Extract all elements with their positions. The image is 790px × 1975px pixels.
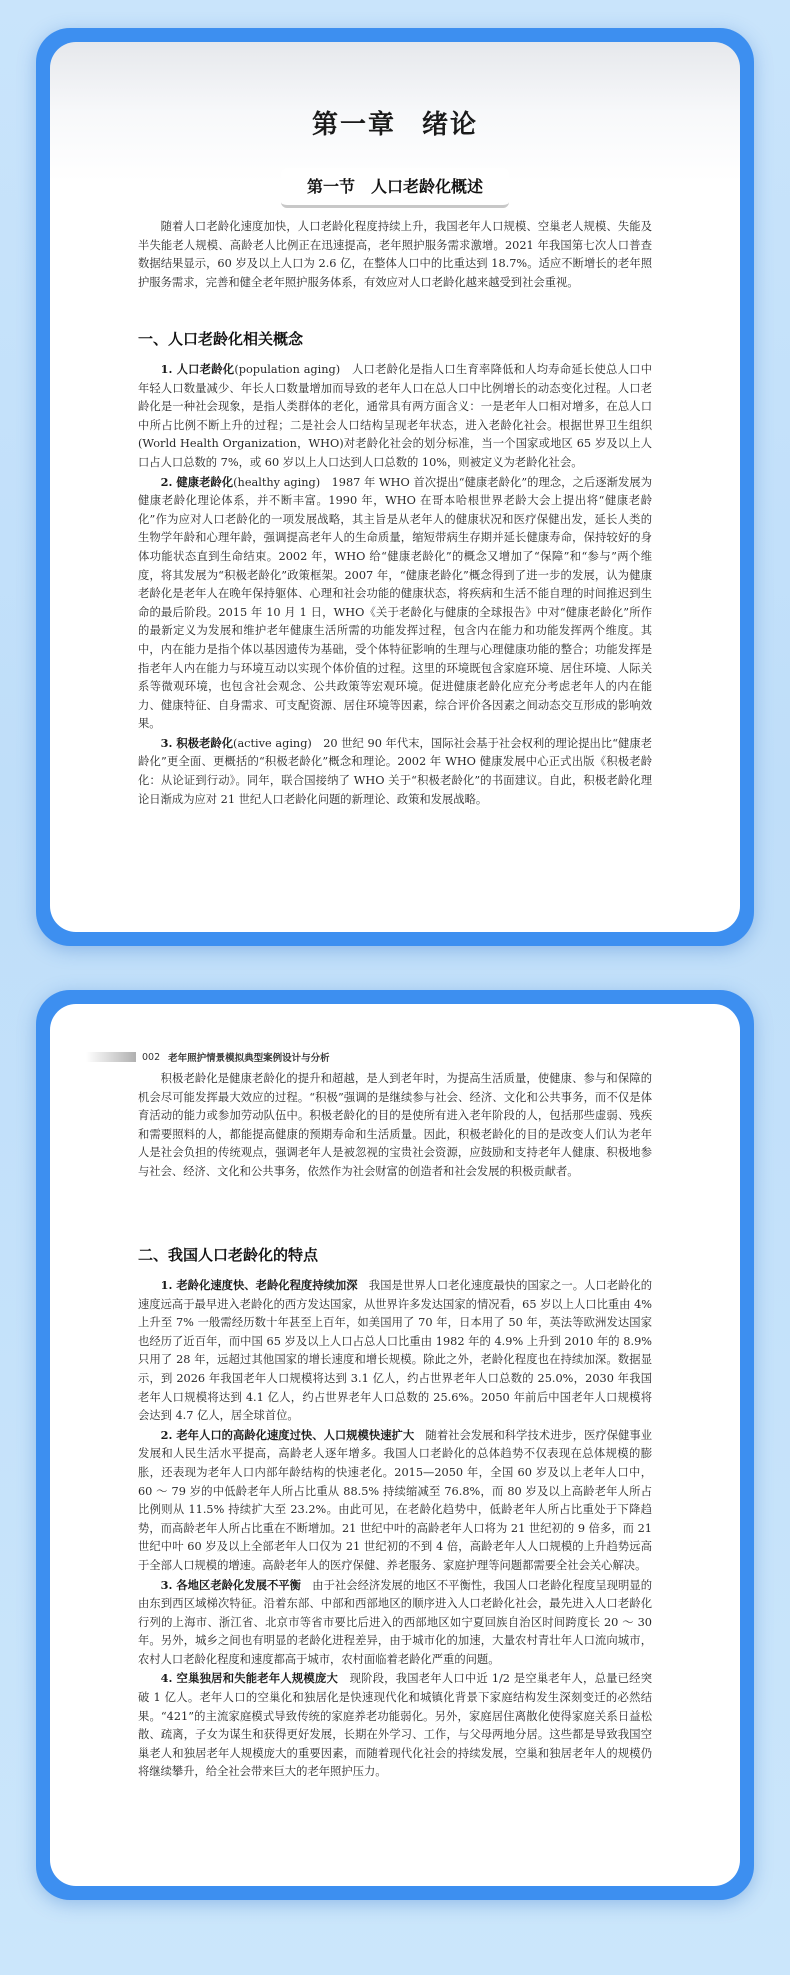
- book-page-1: [50, 42, 740, 932]
- page-frame-2: [36, 990, 754, 1900]
- concept-active-aging: 3. 积极老龄化(active aging) 20 世纪 90 年代末，国际社会基于社会权利的理论提出比“健康老龄化”更全面、更概括的“积极老龄化”概念和理论。2002 年 WHO 健康发展中心正式出版《积极老龄化：从论证到行动》。同年，联合国接纳了 WHO 关于“积极老龄化”的书面建议。自此，积极老龄化理论日渐成为应对 21 世纪人口老龄化问题的新理论、政策和发展战略。: [138, 735, 652, 806]
- concept-population-aging: 1. 人口老龄化(population aging) 人口老龄化是指人口生育率降低和人均寿命延长使总人口中年轻人口数量减少、年长人口数量增加而导致的老年人口在总人口中比例增长的动态变化过程。人口老龄化是一种社会现象，是指人类群体的老化，通常具有两方面含义：一是老年人口相对增多，在总人口中所占比例不断上升的过程；二是社会人口结构呈现老年状态，进入老龄化社会。根据世界卫生组织(World Health Organization，WHO)对老龄化社会的划分标准，当一个国家或地区 65 岁及以上人口占人口总数的 7%，或 60 岁以上人口达到人口总数的 10%，则被定义为老龄化社会。: [138, 362, 652, 469]
- running-header: [86, 1050, 330, 1064]
- heading-related-concepts: 一、人口老龄化相关概念: [138, 330, 304, 348]
- heading-block-1: [138, 328, 652, 349]
- book-page-2: [50, 1004, 740, 1886]
- term-healthy-aging: 2. 健康老龄化: [160, 474, 234, 489]
- chapter-number: 第一章: [311, 110, 396, 140]
- section-title: 第一节 人口老龄化概述: [281, 168, 509, 208]
- term-active-aging: 3. 积极老龄化: [160, 735, 234, 750]
- concepts-block: [138, 360, 652, 809]
- heading-characteristics: 二、我国人口老龄化的特点: [138, 1246, 319, 1264]
- term-population-aging: 1. 人口老龄化: [160, 362, 235, 376]
- heading-block-2: [138, 1244, 652, 1265]
- continuation-paragraph: 积极老龄化是健康老龄化的提升和超越，是人到老年时，为提高生活质量，使健康、参与和保障的机会尽可能发挥最大效应的过程。“积极”强调的是继续参与社会、经济、文化和公共事务，而不仅是体育活动的能力或参加劳动队伍中。积极老龄化的目的是使所有进入老年阶段的人，包括那些虚弱、残疾和需要照料的人，都能提高健康的预期寿命和生活质量。因此，积极老龄化的目的是改变人们认为老年人是社会负担的传统观点，强调老年人是被忽视的宝贵社会资源，应鼓励和支持老年人健康、积极地参与社会、经济、文化和公共事务，依然作为社会财富的创造者和社会发展的积极贡献者。: [138, 1072, 652, 1178]
- intro-paragraph: 随着人口老龄化速度加快，人口老龄化程度持续上升，我国老年人口规模、空巢老人规模、失能及半失能老人规模、高龄老人比例正在迅速提高，老年照护服务需求激增。2021 年我国第七次人口普查数据结果显示，60 岁及以上人口为 2.6 亿，在整体人口中的比重达到 18.7%。适应不断增长的老年照护服务需求，完善和健全老年照护服务体系，有效应对人口老龄化越来越受到社会重视。: [138, 220, 652, 289]
- book-title: 老年照护情景模拟典型案例设计与分析: [168, 1053, 330, 1064]
- continuation-block: [138, 1070, 652, 1182]
- chapter-name: 绪论: [422, 110, 479, 140]
- chapter-title: [50, 104, 740, 141]
- feature-regional-imbalance: 3. 各地区老龄化发展不平衡 由于社会经济发展的地区不平衡性，我国人口老龄化程度呈现明显的由东到西区域梯次特征。沿着东部、中部和西部地区的顺序进入人口老龄化社会，最先进入人口老龄化行列的上海市、浙江省、北京市等省市要比后进入的西部地区如宁夏回族自治区时间跨度长 20 ～ 30 年。另外，城乡之间也有明显的老龄化进程差异，由于城市化的加速，大量农村青壮年人口流向城市，农村人口老龄化程度和速度都高于城市，农村面临着老龄化严重的问题。: [138, 1577, 652, 1666]
- feature-empty-nest: 4. 空巢独居和失能老年人规模庞大 现阶段，我国老年人口中近 1/2 是空巢老年人，总量已经突破 1 亿人。老年人口的空巢化和独居化是快速现代化和城镇化背景下家庭结构发生深刻变迁的必然结果。“421”的主流家庭模式导致传统的家庭养老功能弱化。另外，家庭居住离散化使得家庭关系日益松散、疏离，子女为谋生和获得更好发展，长期在外学习、工作，与父母两地分居。这些都是导致我国空巢老人和独居老年人规模庞大的重要因素，而随着现代化社会的持续发展，空巢和独居老年人的规模仍将继续攀升，给全社会带来巨大的老年照护压力。: [138, 1671, 652, 1779]
- feature-advanced-age: 2. 老年人口的高龄化速度过快、人口规模快速扩大 随着社会发展和科学技术进步，医疗保健事业发展和人民生活水平提高，高龄老人逐年增多。我国人口老龄化的总体趋势不仅表现在总体规模的膨胀，还表现为老年人口内部年龄结构的快速老化。2015—2050 年，全国 60 岁及以上老年人口中，60 ～ 79 岁的中低龄老年人所占比重从 88.5% 持续缩减至 76.8%，而 80 岁及以上高龄老年人所占比例则从 11.5% 持续扩大至 23.2%。由此可见，在老龄化趋势中，低龄老年人所占比重处于下降趋势，而高龄老年人所占比重在不断增加。21 世纪中叶的高龄老年人口将为 21 世纪初的 9 倍多，而 21 世纪中叶 60 岁及以上全部老年人口仅为 21 世纪初的不到 4 倍，高龄老年人人口规模的上升趋势远高于全部人口规模的增速。高龄老年人的医疗保健、养老服务、家庭护理等问题都需要全社会关心解决。: [138, 1427, 652, 1572]
- concept-healthy-aging: 2. 健康老龄化(healthy aging) 1987 年 WHO 首次提出“健康老龄化”的理念，之后逐渐发展为健康老龄化理论体系，并不断丰富。1990 年，WHO 在哥本哈根世界老龄大会上提出将“健康老龄化”作为应对人口老龄化的一项发展战略，其主旨是从老年人的健康状况和医疗保健出发，延长人类的生物学年龄和心理年龄，强调提高老年人的生命质量，缩短带病生存期并延长健康寿命，保持较好的身体功能状态直到生命结束。2002 年，WHO 给“健康老龄化”的概念又增加了“保障”和“参与”两个维度，将其发展为“积极老龄化”政策框架。2007 年，“健康老龄化”概念得到了进一步的发展，认为健康老龄化是老年人在晚年保持躯体、心理和社会功能的健康状态，将疾病和生活不能自理的时间推迟到生命的最后阶段。2015 年 10 月 1 日，WHO《关于老龄化与健康的全球报告》中对“健康老龄化”所作的最新定义为发展和维护老年健康生活所需的功能发挥过程，包含内在能力和功能发挥两个维度。其中，内在能力是指个体以基因遗传为基础，受个体特征影响的生理与心理健康功能的整合；功能发挥是指老年人内在能力与环境互动以实现个体价值的过程。这里的环境既包含家庭环境、居住环境、人际关系等微观环境，也包含社会观念、公共政策等宏观环境。促进健康老龄化应充分考虑老年人的内在能力、健康特征、自身需求、可支配资源、居住环境等因素，综合评价各因素之间动态交互形成的影响效果。: [138, 474, 652, 731]
- page-frame-1: [36, 28, 754, 946]
- header-decoration: [86, 1052, 136, 1062]
- features-block: [138, 1276, 652, 1782]
- feature-fast-aging: 1. 老龄化速度快、老龄化程度持续加深 我国是世界人口老化速度最快的国家之一。人口老龄化的速度远高于最早进入老龄化的西方发达国家，从世界许多发达国家的情况看，65 岁以上人口比重由 4% 上升至 7% 一般需经历数十年甚至上百年，如美国用了 70 年，日本用了 50 年，英法等欧洲发达国家也经历了近百年，而中国 65 岁及以上人口占总人口比重由 1982 年的 4.9% 上升到 2010 年的 8.9% 只用了 28 年，远超过其他国家的增长速度和增长规模。除此之外，老龄化程度也在持续加深。数据显示，到 2026 年我国老年人口规模将达到 3.1 亿人，约占世界老年人口总数的 25.0%，2030 年我国老年人口规模将达到 4.1 亿人，约占世界老年人口总数的 25.6%。2050 年前后中国老年人口规模将会达到 4.7 亿人，居全球首位。: [138, 1278, 652, 1423]
- intro-block: [138, 218, 652, 292]
- page-number: 002: [142, 1051, 161, 1063]
